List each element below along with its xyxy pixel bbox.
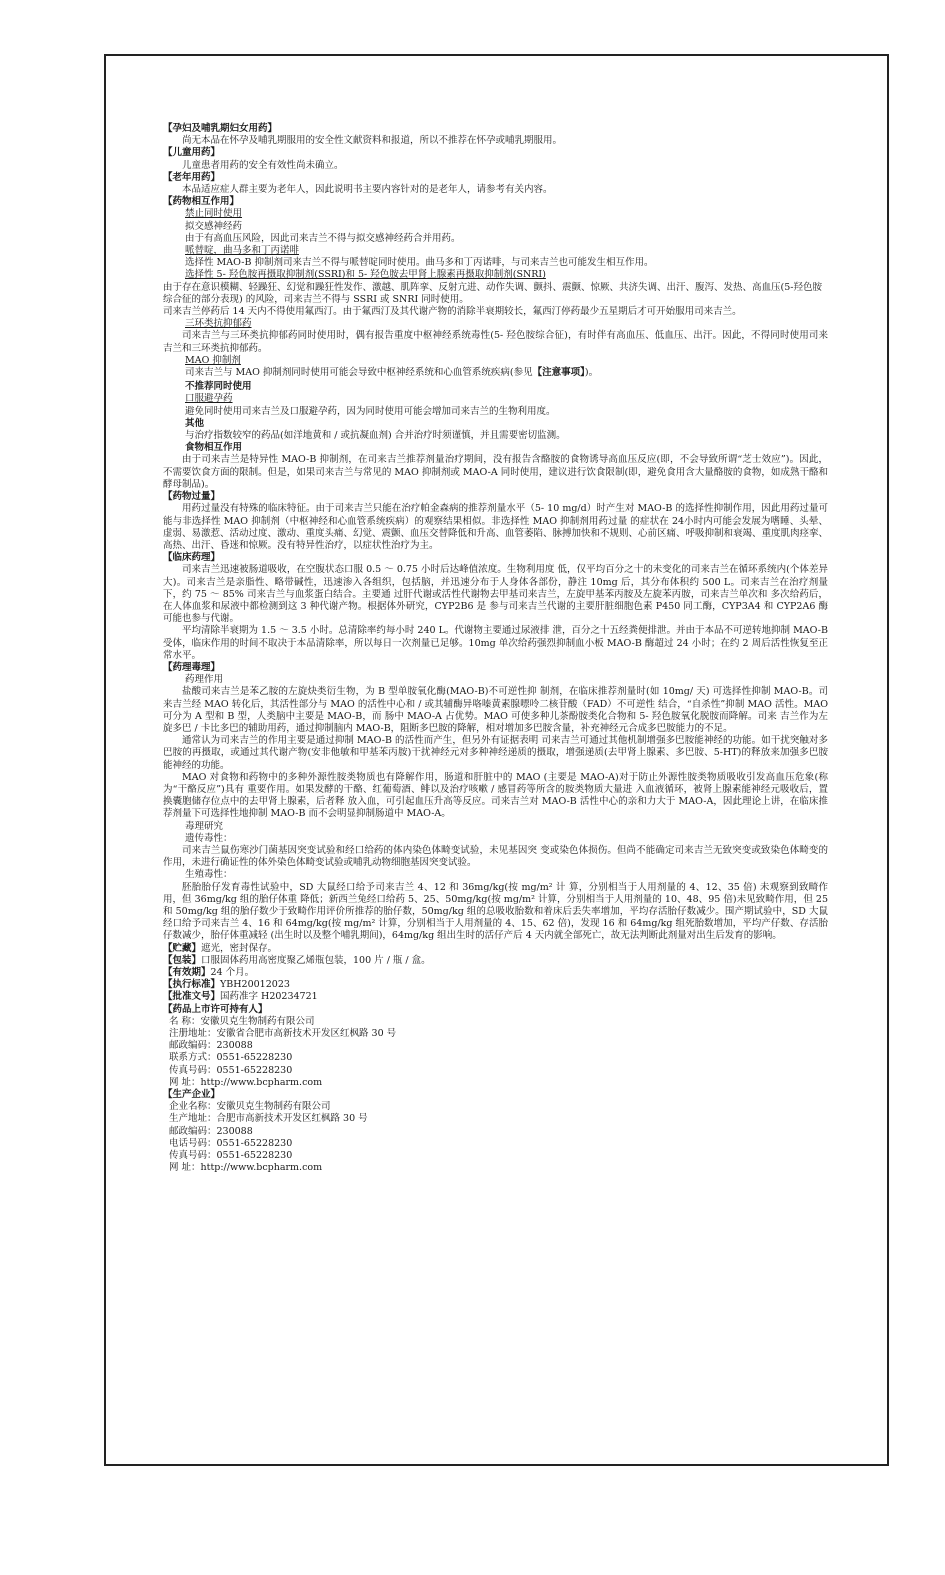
maoi-text	[163, 367, 828, 379]
section-heading-license-holder: 【药品上市许可持有人】	[163, 1003, 268, 1015]
sympathomimetic-heading: 拟交感神经药	[185, 220, 243, 232]
standard-value: YBH20012023	[220, 979, 290, 991]
pethidine-text: 选择性 MAO-B 抑制剂司来吉兰不得与哌替啶同时使用。曲马多和丁丙诺啡，与司来吉兰也可能发生相互作用。	[185, 257, 654, 269]
storage-value: 遮光，密封保存。	[201, 942, 278, 954]
maker-phone: 电话号码：0551-65228230	[169, 1137, 293, 1149]
other-heading: 其他	[185, 417, 205, 429]
maker-name: 企业名称：安徽贝克生物制药有限公司	[169, 1101, 331, 1113]
standard-label: 【执行标准】	[163, 979, 221, 991]
maoi-text-pre: 司来吉兰与 MAO 抑制剂同时使用可能会导致中枢神经系统和心血管系统疾病(参见	[185, 367, 533, 379]
section-heading-overdose: 【药物过量】	[163, 491, 221, 503]
section-heading-pharmacology-toxicology: 【药理毒理】	[163, 661, 221, 673]
maker-address: 生产地址：合肥市高新技术开发区红枫路 30 号	[169, 1113, 368, 1125]
section-heading-children: 【儿童用药】	[163, 147, 221, 159]
precautions-reference: 【注意事项】	[532, 367, 585, 379]
oral-contraceptive-text: 避免同时使用司来吉兰及口服避孕药，因为同时使用可能会增加司来吉兰的生物利用度。	[185, 405, 556, 417]
reproductive-toxicity-subheading: 生殖毒性：	[185, 869, 233, 881]
contraindicated-combos-heading: 禁止同时使用	[185, 208, 243, 220]
pharmacology-subheading: 药理作用	[185, 674, 224, 686]
food-interaction-text: 由于司来吉兰是特异性 MAO-B 抑制剂，在司来吉兰推荐剂量治疗期间，没有报告含酪胺的食物诱导高血压反应(即，不会导致所谓“芝士效应”)。因此，不需要饮食方面的限制。但是，如果司来吉兰与常见的 MAO 抑制剂或 MAO-A 同时使用，建议进行饮食限制(即，避免食用含大量酪胺的食物，如成熟干酪和酵母制品)。	[163, 454, 828, 490]
ssri-text-1: 由于存在意识模糊、轻躁狂、幻觉和躁狂性发作、激越、肌阵挛、反射亢进、动作失调、颤抖、震颤、惊厥、共济失调、出汗、腹泻、发热、高血压(5-羟色胺综合征的部分表现) 的风险，司来吉兰不得与 SSRI 或 SNRI 同时使用。	[163, 281, 822, 305]
maker-fax: 传真号码：0551-65228230	[169, 1150, 293, 1162]
holder-phone: 联系方式：0551-65228230	[169, 1052, 293, 1064]
other-text: 与治疗指数较窄的药品(如洋地黄和 / 或抗凝血剂) 合并治疗时须谨慎，并且需要密切监测。	[185, 430, 566, 442]
food-interaction-heading: 食物相互作用	[185, 442, 243, 454]
approval-line	[163, 991, 828, 1003]
maker-website: 网 址：http://www.bcpharm.com	[169, 1162, 323, 1174]
genotoxicity-subheading: 遗传毒性：	[185, 832, 233, 844]
package-label: 【包装】	[163, 954, 202, 966]
tricyclic-heading: 三环类抗抑郁药	[185, 318, 252, 330]
maoi-heading: MAO 抑制剂	[185, 354, 241, 366]
ssri-text-2: 司来吉兰停药后 14 天内不得使用氟西汀。由于氟西汀及其代谢产物的消除半衰期较长，氟西汀停药最少五星期后才可开始服用司来吉兰。	[163, 306, 742, 318]
elderly-text: 本品适应症人群主要为老年人，因此说明书主要内容针对的是老年人，请参考有关内容。	[182, 184, 553, 196]
pharmacology-text-3: MAO 对食物和药物中的多种外源性胺类物质也有降解作用，肠道和肝脏中的 MAO (主要是 MAO-A)对于防止外源性胺类物质吸收引发高血压危象(称为“干酪反应”)具有 重要作用。如果发酵的干酪、红葡萄酒、鲱以及治疗咳嗽 / 感冒药等所含的胺类物质大量进 入血液循环，被肾上腺素能神经元吸收后，置换囊胞储存位点中的去甲肾上腺素，后者释 放入血，可引起血压升高等反应。司来吉兰对 MAO-B 活性中心的亲和力大于 MAO-A，因此理论上讲，在临床推荐剂量下可选择性地抑制 MAO-B 而不会明显抑制肠道中 MAO-A。	[163, 771, 828, 820]
pharmacokinetics-text-2: 平均清除半衰期为 1.5 ～ 3.5 小时。总清除率约每小时 240 L。代谢物主要通过尿液排 泄，百分之十五经粪便排泄。并由于本品不可逆转地抑制 MAO-B 受体，临床作用的时间不取决于本品清除率，所以每日一次剂量已足够。10mg 单次给药强烈抑制血小板 MAO-B 酶超过 24 小时；在约 2 周后活性恢复至正常水平。	[163, 625, 828, 661]
shelf-life-label: 【有效期】	[163, 967, 211, 979]
storage-line	[163, 943, 828, 955]
holder-website: 网 址：http://www.bcpharm.com	[169, 1076, 323, 1088]
section-heading-elderly: 【老年用药】	[163, 171, 221, 183]
maker-postcode: 邮政编码：230088	[169, 1125, 253, 1137]
oral-contraceptive-heading: 口服避孕药	[185, 393, 233, 405]
leaflet-content	[163, 123, 828, 1174]
pharmacology-text-1: 盐酸司来吉兰是苯乙胺的左旋炔类衍生物，为 B 型单胺氧化酶(MAO-B)不可逆性抑 制剂，在临床推荐剂量时(如 10mg/ 天) 可选择性抑制 MAO-B。司来吉兰经 MAO 转化后，其活性部分与 MAO 的活性中心和 / 或其辅酶异咯嗪黄素腺嘌呤二核苷酸（FAD）不可逆性 结合，“自杀性”抑制 MAO 活性。MAO 可分为 A 型和 B 型，人类脑中主要是 MAO-B，而 肠中 MAO-A 占优势。MAO 可使多种儿茶酚胺类化合物和 5- 羟色胺氧化脱胺而降解。司来 吉兰作为左旋多巴 / 卡比多巴的辅助用药，通过抑制脑内 MAO-B，阻断多巴胺的降解，相对增加多巴胺含量，补充神经元合成多巴胺能力的不足。	[163, 686, 828, 734]
approval-value: 国药准字 H20234721	[220, 991, 318, 1003]
genotoxicity-text: 司来吉兰鼠伤寒沙门菌基因突变试验和经口给药的体内染色体畸变试验，未见基因突 变或染色体损伤。但尚不能确定司来吉兰无致突变或致染色体畸变的作用，未进行确证性的体外染色体畸变试验或哺乳动物细胞基因突变试验。	[163, 844, 828, 869]
pharmacology-text-2: 通常认为司来吉兰的作用主要是通过抑制 MAO-B 的活性而产生，但另外有证据表明 司来吉兰可通过其他机制增强多巴胺能神经的功能。如干扰突触对多巴胺的再摄取，或通过其代谢产物(安非他敏和甲基苯丙胺)干扰神经元对多种神经递质的摄取，增强递质(去甲肾上腺素、多巴胺、5-HT)的释放来加强多巴胺能神经的功能。	[163, 735, 828, 771]
standard-line	[163, 979, 828, 991]
section-heading-manufacturer: 【生产企业】	[163, 1089, 221, 1101]
holder-name: 名 称：安徽贝克生物制药有限公司	[169, 1015, 315, 1027]
ssri-snri-heading: 选择性 5- 羟色胺再摄取抑制剂(SSRI)和 5- 羟色胺去甲肾上腺素再摄取抑制剂(SNRI)	[185, 269, 546, 281]
toxicology-subheading: 毒理研究	[185, 820, 224, 832]
section-heading-clinical-pharmacology: 【临床药理】	[163, 552, 221, 564]
approval-label: 【批准文号】	[163, 991, 221, 1003]
children-text: 儿童患者用药的安全有效性尚未确立。	[182, 159, 344, 171]
section-heading-pregnancy: 【孕妇及哺乳期妇女用药】	[163, 123, 278, 134]
pethidine-heading: 哌替啶，曲马多和丁丙诺啡	[185, 245, 300, 257]
package-line	[163, 955, 828, 967]
reproductive-toxicity-text: 胚胎胎仔发育毒性试验中，SD 大鼠经口给予司来吉兰 4、12 和 36mg/kg(按 mg/m² 计 算，分别相当于人用剂量的 4、12、35 倍) 未观察到致畸作用，但 36mg/kg 组的胎仔体重 降低；新西兰兔经口给药 5、25、50mg/kg(按 mg/m² 计算，分别相当于人用剂量的 10、48、95 倍)未见致畸作用，但 25 和 50mg/kg 组的胎仔数少于致畸作用评价所推荐的胎仔数，50mg/kg 组的总吸收胎数和着床后丢失率增加，平均存活胎仔数减少。围产期试验中，SD 大鼠经口给予司来吉兰 4、16 和 64mg/kg(按 mg/m² 计算，分别相当于人用剂量的 4、15、62 倍)，发现 16 和 64mg/kg 组死胎数增加，平均产仔数、存活胎仔数减少，胎仔体重减轻 (出生时以及整个哺乳期间)，64mg/kg 组出生时的活仔产后 4 天内就全部死亡，故无法判断此剂量对出生后发育的影响。	[163, 881, 828, 942]
pregnancy-text: 尚无本品在怀孕及哺乳期服用的安全性文献资料和报道，所以不推荐在怀孕或哺乳期服用。	[182, 135, 563, 147]
overdose-text: 用药过量没有特殊的临床特征。由于司来吉兰只能在治疗帕金森病的推荐剂量水平（5- 10 mg/d）时产生对 MAO-B 的选择性抑制作用，因此用药过量可能与非选择性 MAO 抑制剂（中枢神经和心血管系统疾病）的观察结果相似。非选择性 MAO 抑制剂用药过量 的症状在 24小时内可能会发展为嗜睡、头晕、虚弱、易激惹、活动过度、激动、重度头痛、幻觉、震颤、血压交替降低和升高、血管萎陷、脉搏加快和不规则、心前区痛、呼吸抑制和衰竭、重度肌肉痉挛、高热、出汗、昏迷和惊厥。没有特异性治疗，以症状性治疗为主。	[163, 503, 829, 551]
package-value: 口服固体药用高密度聚乙烯瓶包装，100 片 / 瓶 / 盒。	[201, 954, 431, 966]
shelf-life-line	[163, 967, 828, 979]
sympathomimetic-text: 由于有高血压风险，因此司来吉兰不得与拟交感神经药合并用药。	[185, 232, 461, 244]
shelf-life-value: 24 个月。	[210, 967, 255, 979]
holder-postcode: 邮政编码：230088	[169, 1040, 253, 1052]
tricyclic-text: 司来吉兰与三环类抗抑郁药同时使用时，偶有报告重度中枢神经系统毒性(5- 羟色胺综合征)，有时伴有高血压、低血压、出汗。因此，不得同时使用司来吉兰和三环类抗抑郁药。	[163, 330, 828, 354]
section-heading-interactions: 【药物相互作用】	[163, 196, 240, 208]
storage-label: 【贮藏】	[163, 942, 202, 954]
holder-address: 注册地址：安徽省合肥市高新技术开发区红枫路 30 号	[169, 1028, 397, 1040]
holder-fax: 传真号码：0551-65228230	[169, 1064, 293, 1076]
pharmacokinetics-text-1: 司来吉兰迅速被肠道吸收，在空腹状态口服 0.5 ～ 0.75 小时后达峰值浓度。生物利用度 低，仅平均百分之十的未变化的司来吉兰在循环系统内(个体差异大)。司来吉兰是亲脂性、略带碱性，迅速渗入各组织，包括脑，并迅速分布于人身体各部份，静注 10mg 后，其分布体积约 500 L。司来吉兰在治疗剂量下，约 75 ～ 85% 司来吉兰与血浆蛋白结合。主要通 过肝代谢或活性代谢物去甲基司来吉兰，左旋甲基苯丙胺及左旋苯丙胺，司来吉兰单次和 多次给药后，在人体血浆和尿液中都检测到这 3 种代谢产物。根据体外研究，CYP2B6 是 参与司来吉兰代谢的主要肝脏细胞色素 P450 同工酶，CYP3A4 和 CYP2A6 酶可能也参与代谢。	[163, 564, 828, 625]
maoi-text-post: )。	[584, 367, 599, 379]
not-recommended-heading: 不推荐同时使用	[185, 381, 252, 393]
